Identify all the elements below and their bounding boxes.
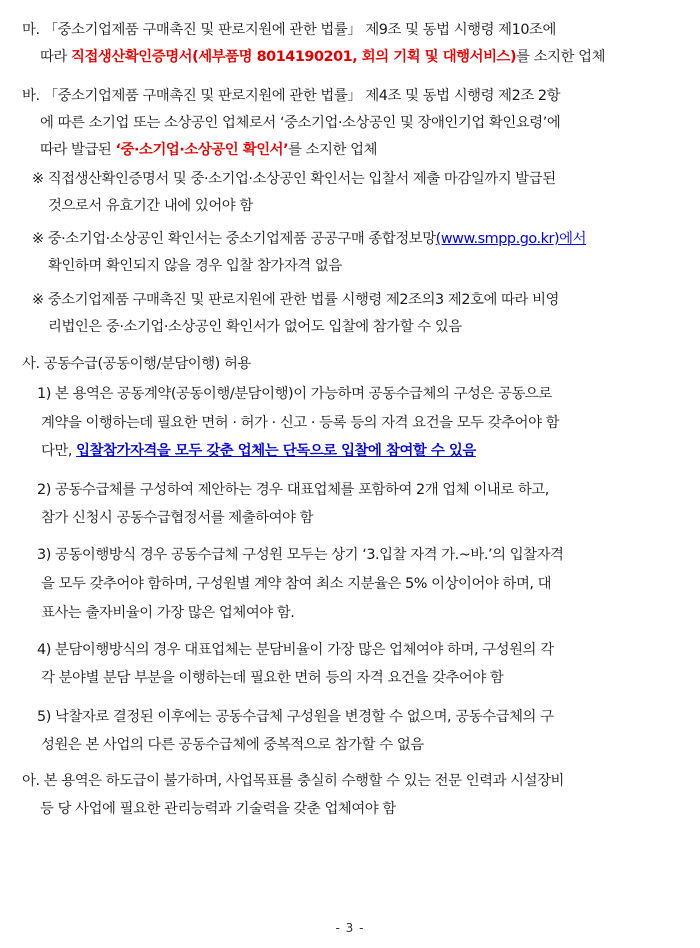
- item3-line2: 을 모두 갖추어야 함하며, 구성원별 계약 참여 최소 지분율은 5% 이상이어야 하며, 대: [41, 576, 552, 592]
- section-ma-line1: 마. 「중소기업제품 구매촉진 및 판로지원에 관한 법률」 제9조 및 동법 시행령 제10조에: [22, 22, 556, 38]
- note2-line1: [32, 229, 586, 249]
- item4-line2: 각 분야별 분담 부분을 이행하는데 필요한 면허 등의 자격 요건을 갖추어야 함: [41, 670, 504, 686]
- item3-line1: 3) 공동이행방식 경우 공동수급체 구성원 모두는 상기 ‘3.입찰 자격 가.~바.’의 입찰자격: [37, 547, 564, 563]
- item4-line1: 4) 분담이행방식의 경우 대표업체는 분담비율이 가장 많은 업체여야 하며, 구성원의 각: [37, 642, 554, 658]
- sme-certificate-highlight: ‘중·소기업·소상공인 확인서’: [115, 142, 289, 158]
- item1-line3-pre: 다만,: [41, 443, 77, 459]
- section-ba-line3-post: 를 소지한 업체: [288, 142, 378, 158]
- item2-line1: 2) 공동수급체를 구성하여 제안하는 경우 대표업체를 포함하여 2개 업체 이내로 하고,: [37, 482, 549, 498]
- item1-line2: 계약을 이행하는데 필요한 면허 · 허가 · 신고 · 등록 등의 자격 요건을 모두 갖추어야 함: [41, 415, 560, 431]
- section-ma-line2: [40, 47, 605, 67]
- section-ba-line3-pre: 따라 발급된: [40, 142, 116, 158]
- item1-line3: [41, 441, 476, 461]
- section-ma-line2-pre: 따라: [40, 49, 72, 65]
- section-a-line1: 아. 본 용역은 하도급이 불가하며, 사업목표를 충실히 수행할 수 있는 전문 인력과 시설장비: [22, 773, 564, 789]
- note1-line2: 것으로서 유효기간 내에 있어야 함: [48, 198, 253, 214]
- item3-line3: 표사는 출자비율이 가장 많은 업체여야 함.: [41, 605, 295, 621]
- section-ba-line3: [40, 140, 377, 160]
- section-sa-title: 사. 공동수급(공동이행/분담이행) 허용: [22, 356, 251, 372]
- sole-bidding-highlight: 입찰참가자격을 모두 갖춘 업체는 단독으로 입찰에 참여할 수 있음: [76, 443, 476, 459]
- note1-line1: ※ 직접생산확인증명서 및 중·소기업·소상공인 확인서는 입찰서 제출 마감일까지 발급된: [32, 171, 556, 187]
- smpp-link[interactable]: (www.smpp.go.kr)에서: [435, 231, 587, 247]
- note2-line2: 확인하며 확인되지 않을 경우 입찰 참가자격 없음: [48, 258, 342, 274]
- section-a-line2: 등 당 사업에 필요한 관리능력과 기술력을 갖춘 업체여야 함: [40, 801, 396, 817]
- page-number: - 3 -: [335, 921, 365, 935]
- item5-line1: 5) 낙찰자로 결정된 이후에는 공동수급체 구성원을 변경할 수 없으며, 공동수급체의 구: [37, 709, 554, 725]
- section-ma-line2-post: 를 소지한 업체: [516, 49, 606, 65]
- item5-line2: 성원은 본 사업의 다른 공동수급체에 중복적으로 참가할 수 없음: [41, 737, 424, 753]
- section-ba-line2: 에 따른 소기업 또는 소상공인 업체로서 ‘중소기업·소상공인 및 장애인기업 확인요령’에: [40, 115, 561, 131]
- note2-line1-pre: ※ 중·소기업·소상공인 확인서는 중소기업제품 공공구매 종합정보망: [32, 231, 436, 247]
- item1-line1: 1) 본 용역은 공동계약(공동이행/분담이행)이 가능하며 공동수급체의 구성은 공동으로: [37, 386, 552, 402]
- section-ba-line1: 바. 「중소기업제품 구매촉진 및 판로지원에 관한 법률」 제4조 및 동법 시행령 제2조 2항: [22, 88, 561, 104]
- item2-line2: 참가 신청시 공동수급협정서를 제출하여야 함: [41, 510, 314, 526]
- note3-line2: 리법인은 중·소기업·소상공인 확인서가 없어도 입찰에 참가할 수 있음: [48, 319, 462, 335]
- direct-production-certificate-highlight: 직접생산확인증명서(세부품명 8014190201, 회의 기획 및 대행서비스): [71, 49, 517, 65]
- note3-line1: ※ 중소기업제품 구매촉진 및 판로지원에 관한 법률 시행령 제2조의3 제2호에 따라 비영: [32, 292, 559, 308]
